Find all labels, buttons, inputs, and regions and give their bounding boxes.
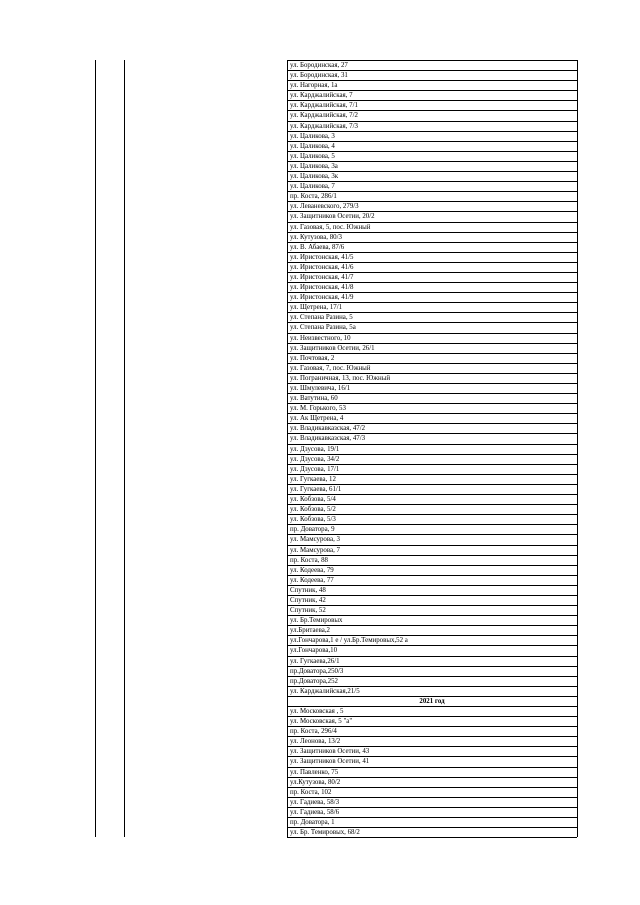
address-row: ул. Щетрена, 17/1 (287, 303, 577, 313)
address-row: Спутник, 42 (287, 596, 577, 606)
address-row: ул. Мамсурова, 7 (287, 546, 577, 556)
address-row: ул. Московская, 5 "а" (287, 717, 577, 727)
column-divider-2 (124, 60, 125, 837)
address-row: пр. Коста, 102 (287, 788, 577, 798)
address-row: ул. Мамсурова, 3 (287, 535, 577, 545)
address-row: ул. Цаликова, 7 (287, 182, 577, 192)
address-row: ул. Бородинская, 31 (287, 71, 577, 81)
address-row: ул. Карджалийская, 7/1 (287, 101, 577, 111)
address-row: ул. Защитников Осетии, 43 (287, 747, 577, 757)
address-row: ул. Почтовая, 2 (287, 354, 577, 364)
address-row: ул.Кутузова, 80/2 (287, 778, 577, 788)
address-row: ул. Газовая, 7, пос. Южный (287, 364, 577, 374)
address-row: ул. Бр.Темировых (287, 616, 577, 626)
address-row: ул. Цаликова, 5 (287, 152, 577, 162)
address-row: Спутник, 52 (287, 606, 577, 616)
address-row: ул. Гадиева, 58/6 (287, 808, 577, 818)
address-row: ул. Павленко, 75 (287, 768, 577, 778)
address-row: ул. Кобзова, 5/2 (287, 505, 577, 515)
address-row: ул. Гугкаева,26/1 (287, 657, 577, 667)
address-row: пр. Коста, 286/1 (287, 192, 577, 202)
address-row: ул. Дзусова, 34/2 (287, 455, 577, 465)
address-row: ул. Бр. Темировых, 68/2 (287, 828, 577, 838)
address-row: ул. Степана Разина, 5а (287, 323, 577, 333)
address-row: ул. Карджалийская, 7/3 (287, 122, 577, 132)
address-row: ул. Карджалийская, 7/2 (287, 111, 577, 121)
address-row: ул. Бородинская, 27 (287, 61, 577, 71)
address-row: ул. Защитников Осетии, 20/2 (287, 212, 577, 222)
address-row: ул. Дзусова, 17/1 (287, 465, 577, 475)
address-row: ул. Ватутина, 60 (287, 394, 577, 404)
address-row: ул. В. Абаева, 87/6 (287, 243, 577, 253)
address-row: ул. Газовая, 5, пос. Южный (287, 223, 577, 233)
address-row: ул. Защитников Осетии, 41 (287, 757, 577, 767)
address-row: ул. Степана Разина, 5 (287, 313, 577, 323)
address-row: ул. Гугкаева, 12 (287, 475, 577, 485)
address-row: Спутник, 48 (287, 586, 577, 596)
address-table (287, 60, 577, 838)
address-row: ул. Пограничная, 13, пос. Южный (287, 374, 577, 384)
address-row: пр.Доватора,252 (287, 677, 577, 687)
address-row: ул. Иристонская, 41/6 (287, 263, 577, 273)
address-row: пр. Доватора, 9 (287, 525, 577, 535)
address-row: ул. Гугкаева, 61/1 (287, 485, 577, 495)
address-row: ул. Кобзова, 5/4 (287, 495, 577, 505)
address-row: ул. Дзусова, 19/1 (287, 445, 577, 455)
address-row: ул. Кодеева, 79 (287, 566, 577, 576)
address-row: ул. Цаликова, 3 (287, 132, 577, 142)
address-row: ул. Цаликова, 3а (287, 162, 577, 172)
address-row: ул. Иристонская, 41/7 (287, 273, 577, 283)
address-row: ул. Карджалийская, 7 (287, 91, 577, 101)
address-row: пр. Коста, 88 (287, 556, 577, 566)
column-divider-4 (577, 60, 578, 837)
address-row: ул. Цаликова, 4 (287, 142, 577, 152)
year-heading: 2021 год (287, 697, 577, 707)
address-row: ул.Гончарова,10 (287, 646, 577, 656)
address-row: ул.Гончарова,1 е / ул.Бр.Темировых,52 а (287, 636, 577, 646)
address-row: ул. Иристонская, 41/9 (287, 293, 577, 303)
address-row: ул. Неизвестного, 10 (287, 334, 577, 344)
address-row: ул. Леваневского, 279/3 (287, 202, 577, 212)
address-row: ул. Ак Щетрена, 4 (287, 414, 577, 424)
address-row: ул. Защитников Осетии, 26/1 (287, 344, 577, 354)
address-row: пр. Коста, 296/4 (287, 727, 577, 737)
address-row: ул. Гадиева, 58/3 (287, 798, 577, 808)
column-divider-1 (95, 60, 96, 837)
address-row: ул. Московская , 5 (287, 707, 577, 717)
address-row: ул. Кутузова, 80/3 (287, 233, 577, 243)
address-row: ул.Бритаева,2 (287, 626, 577, 636)
address-row: ул. Владикавказская, 47/3 (287, 434, 577, 444)
address-row: ул. Шмулевича, 16/1 (287, 384, 577, 394)
address-row: ул. Цаликова, 3к (287, 172, 577, 182)
address-row: ул. Иристонская, 41/8 (287, 283, 577, 293)
address-row: ул. Карджалийская,21/5 (287, 687, 577, 697)
address-row: ул. Леонова, 13/2 (287, 737, 577, 747)
address-row: пр. Доватора, 1 (287, 818, 577, 828)
address-row: ул. Нагорная, 1а (287, 81, 577, 91)
address-row: ул. Кобзова, 5/3 (287, 515, 577, 525)
address-row: ул. Кодеева, 77 (287, 576, 577, 586)
address-row: ул. Иристонская, 41/5 (287, 253, 577, 263)
address-row: пр.Доватора,250/3 (287, 667, 577, 677)
address-row: ул. Владикавказская, 47/2 (287, 424, 577, 434)
address-row: ул. М. Горького, 53 (287, 404, 577, 414)
